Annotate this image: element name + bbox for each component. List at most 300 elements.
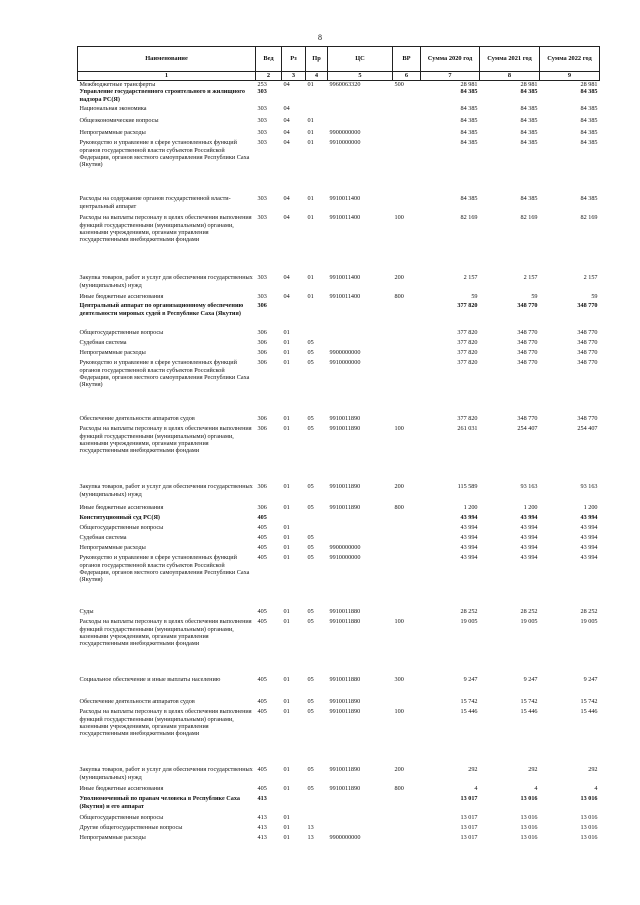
cell-sum-2022: 4: [594, 785, 598, 793]
cell-sum-2021: 43 994: [520, 514, 538, 522]
cell-sum-2020: 84 385: [460, 129, 478, 137]
cell-rz: 01: [283, 504, 290, 512]
cell-sum-2021: 13 016: [520, 814, 538, 822]
cell-name: Руководство и управление в сфере установленных функций органов государственной власти субъектов Российской Федерации, органов местного самоуправления Республики Саха (Якутия): [79, 554, 250, 584]
header-ved: Вед: [256, 47, 282, 72]
cell-cs: 9910011400: [329, 195, 361, 203]
cell-sum-2020: 377 820: [457, 329, 478, 337]
table-row: [78, 618, 600, 676]
cell-sum-2021: 2 157: [523, 274, 538, 282]
cell-vr: [393, 608, 421, 618]
cell-vr: 500: [394, 80, 404, 88]
cell-cs: [328, 339, 393, 349]
cell-sum-2020: 4: [474, 785, 478, 793]
cell-vr: [393, 554, 421, 608]
cell-cs: 9900000000: [329, 129, 361, 137]
cell-vr: [393, 524, 421, 534]
cell-sum-2020: 13 017: [460, 834, 478, 842]
cell-vr: 100: [394, 618, 404, 626]
cell-vr: [393, 88, 421, 105]
cell-ved: 405: [257, 534, 267, 542]
cell-rz: [282, 302, 306, 329]
cell-name: Уполномоченный по правам человека в Республике Саха (Якутия) и его аппарат: [79, 795, 240, 810]
cell-name: Руководство и управление в сфере установленных функций органов государственной власти субъектов Российской Федерации, органов местного самоуправления Республики Саха (Якутия): [79, 139, 250, 169]
cell-sum-2022: 84 385: [580, 195, 598, 203]
cell-cs: 9900000000: [329, 349, 361, 357]
cell-cs: 9910000000: [329, 359, 361, 367]
cell-vr: [393, 814, 421, 824]
cell-sum-2022: 13 016: [580, 824, 598, 832]
cell-vr: [393, 514, 421, 524]
cell-rz: 01: [283, 544, 290, 552]
cell-ved: 306: [257, 504, 267, 512]
cell-sum-2022: 348 770: [577, 339, 598, 347]
cell-name: Непрограммные расходы: [79, 129, 146, 137]
cell-vr: [393, 349, 421, 359]
cell-pr: 05: [307, 504, 314, 512]
cell-ved: 303: [257, 293, 267, 301]
cell-ved: 306: [257, 359, 267, 367]
cell-name: Закупка товаров, работ и услуг для обеспечения государственных (муниципальных) нужд: [79, 766, 253, 781]
header-index-8: 8: [480, 72, 540, 81]
cell-sum-2022: 93 163: [580, 483, 598, 491]
cell-rz: 01: [283, 534, 290, 542]
cell-sum-2021: 348 770: [517, 415, 538, 423]
cell-pr: 05: [307, 708, 314, 716]
table-row: [78, 814, 600, 824]
table-row: [78, 766, 600, 785]
cell-ved: 306: [257, 483, 267, 491]
cell-sum-2022: 15 742: [580, 698, 598, 706]
cell-sum-2021: 84 385: [520, 117, 538, 125]
cell-sum-2021: 28 981: [520, 80, 538, 88]
cell-vr: [393, 302, 421, 329]
cell-sum-2022: 348 770: [577, 302, 598, 310]
cell-pr: 01: [307, 195, 314, 203]
cell-pr: [306, 88, 328, 105]
cell-rz: 01: [283, 785, 290, 793]
cell-sum-2021: 13 016: [520, 795, 538, 803]
cell-rz: 04: [283, 214, 290, 222]
table-row: [78, 195, 600, 214]
cell-rz: 01: [283, 676, 290, 684]
cell-pr: 01: [307, 117, 314, 125]
cell-sum-2021: 15 446: [520, 708, 538, 716]
cell-rz: 01: [283, 425, 290, 433]
cell-rz: 01: [283, 329, 290, 337]
cell-sum-2020: 377 820: [457, 349, 478, 357]
table-row: [78, 359, 600, 415]
cell-sum-2021: 19 005: [520, 618, 538, 626]
cell-rz: 04: [283, 117, 290, 125]
cell-pr: 05: [307, 534, 314, 542]
cell-sum-2020: 13 017: [460, 824, 478, 832]
cell-sum-2021: 348 770: [517, 329, 538, 337]
cell-vr: 100: [394, 708, 404, 716]
cell-vr: [393, 329, 421, 339]
cell-cs: 9960063320: [329, 80, 361, 88]
cell-sum-2020: 15 742: [460, 698, 478, 706]
table-row: [78, 483, 600, 504]
cell-name: Управление государственного строительного и жилищного надзора РС(Я): [79, 88, 245, 103]
cell-cs: 9910011890: [329, 504, 361, 512]
cell-sum-2021: 292: [528, 766, 538, 774]
cell-pr: 05: [307, 618, 314, 626]
cell-sum-2022: 43 994: [580, 544, 598, 552]
cell-rz: [282, 795, 306, 814]
cell-sum-2020: 377 820: [457, 302, 478, 310]
header-index-6: 6: [393, 72, 421, 81]
cell-rz: 01: [283, 618, 290, 626]
cell-sum-2022: 43 994: [580, 554, 598, 562]
cell-cs: 9910000000: [329, 554, 361, 562]
table-row: [78, 608, 600, 618]
cell-sum-2021: 43 994: [520, 524, 538, 532]
cell-sum-2020: 84 385: [460, 88, 478, 96]
cell-rz: 04: [283, 129, 290, 137]
cell-rz: 01: [283, 524, 290, 532]
cell-name: Межбюджетные трансферты: [79, 80, 156, 88]
cell-name: Обеспечение деятельности аппаратов судов: [79, 415, 195, 423]
cell-sum-2020: 43 994: [460, 544, 478, 552]
cell-pr: [306, 105, 328, 117]
cell-cs: 9910011890: [329, 766, 361, 774]
cell-sum-2022: 43 994: [580, 534, 598, 542]
cell-sum-2021: 93 163: [520, 483, 538, 491]
cell-sum-2021: 43 994: [520, 544, 538, 552]
cell-pr: 01: [307, 129, 314, 137]
cell-cs: [328, 302, 393, 329]
cell-sum-2021: 348 770: [517, 359, 538, 367]
cell-pr: 05: [307, 785, 314, 793]
cell-rz: 01: [283, 359, 290, 367]
cell-rz: 01: [283, 554, 290, 562]
cell-ved: 405: [257, 785, 267, 793]
cell-ved: 303: [257, 214, 267, 222]
cell-rz: 04: [283, 139, 290, 147]
cell-name: Расходы на выплаты персоналу в целях обеспечения выполнения функций государственными (муниципальными) органами, казенными учреждениями, органами управления государственными внебюджетными фондами: [79, 214, 252, 244]
cell-sum-2021: 28 252: [520, 608, 538, 616]
cell-vr: [393, 795, 421, 814]
table-row: [78, 88, 600, 105]
cell-rz: 04: [283, 195, 290, 203]
cell-sum-2022: 43 994: [580, 514, 598, 522]
cell-name: Непрограммные расходы: [79, 349, 146, 357]
cell-pr: 05: [307, 483, 314, 491]
cell-cs: 9910011890: [329, 708, 361, 716]
cell-ved: 306: [257, 349, 267, 357]
cell-sum-2021: 43 994: [520, 534, 538, 542]
cell-rz: 01: [283, 824, 290, 832]
cell-sum-2022: 28 252: [580, 608, 598, 616]
cell-pr: [306, 524, 328, 534]
cell-cs: 9900000000: [329, 834, 361, 842]
cell-name: Обеспечение деятельности аппаратов судов: [79, 698, 195, 706]
cell-sum-2022: 13 016: [580, 795, 598, 803]
cell-cs: 9910011890: [329, 785, 361, 793]
header-vr: ВР: [393, 47, 421, 72]
table-row: [78, 117, 600, 129]
table-row: [78, 349, 600, 359]
cell-rz: 01: [283, 834, 290, 842]
cell-ved: 303: [257, 117, 267, 125]
cell-sum-2021: 9 247: [523, 676, 538, 684]
cell-sum-2022: 13 016: [580, 814, 598, 822]
table-row: [78, 504, 600, 514]
cell-cs: [328, 534, 393, 544]
table-row: [78, 129, 600, 139]
table-row: [78, 415, 600, 425]
cell-sum-2022: 84 385: [580, 129, 598, 137]
cell-cs: 9910011880: [329, 676, 361, 684]
cell-ved: 405: [257, 524, 267, 532]
cell-cs: 9910011880: [329, 608, 361, 616]
cell-sum-2020: 13 017: [460, 814, 478, 822]
cell-pr: 05: [307, 349, 314, 357]
cell-sum-2020: 13 017: [460, 795, 478, 803]
cell-pr: 05: [307, 544, 314, 552]
cell-vr: 100: [394, 214, 404, 222]
page-number: 8: [318, 33, 322, 42]
cell-sum-2022: 43 994: [580, 524, 598, 532]
cell-name: Национальная экономика: [79, 105, 147, 113]
cell-cs: 9910011400: [329, 293, 361, 301]
cell-vr: [393, 544, 421, 554]
table-row: [78, 834, 600, 844]
cell-cs: [328, 88, 393, 105]
header-sum-2021: Сумма 2021 год: [480, 47, 540, 72]
cell-sum-2020: 28 252: [460, 608, 478, 616]
cell-vr: 800: [394, 785, 404, 793]
cell-sum-2022: 2 157: [583, 274, 598, 282]
cell-rz: 04: [283, 80, 290, 88]
cell-cs: [328, 105, 393, 117]
cell-vr: [393, 534, 421, 544]
cell-vr: [393, 195, 421, 214]
table-row: [78, 524, 600, 534]
cell-vr: [393, 698, 421, 708]
cell-sum-2020: 2 157: [463, 274, 478, 282]
cell-rz: [282, 514, 306, 524]
cell-pr: 05: [307, 766, 314, 774]
cell-sum-2020: 43 994: [460, 524, 478, 532]
cell-ved: 306: [257, 329, 267, 337]
cell-name: Общеэкономические вопросы: [79, 117, 159, 125]
table-row: [78, 80, 600, 88]
cell-sum-2021: 84 385: [520, 139, 538, 147]
cell-sum-2020: 82 169: [460, 214, 478, 222]
cell-pr: [306, 814, 328, 824]
cell-ved: 405: [257, 698, 267, 706]
cell-name: Общегосударственные вопросы: [79, 524, 164, 532]
cell-rz: 04: [283, 274, 290, 282]
cell-vr: 200: [394, 274, 404, 282]
table-row: [78, 544, 600, 554]
cell-cs: [328, 524, 393, 534]
cell-rz: 01: [283, 708, 290, 716]
cell-cs: 9910011890: [329, 425, 361, 433]
cell-name: Суды: [79, 608, 94, 616]
header-pr: Пр: [306, 47, 328, 72]
cell-ved: 405: [257, 766, 267, 774]
cell-rz: 01: [283, 814, 290, 822]
cell-sum-2021: 1 200: [523, 504, 538, 512]
cell-pr: [306, 302, 328, 329]
cell-name: Иные бюджетные ассигнования: [79, 785, 164, 793]
cell-sum-2020: 28 981: [460, 80, 478, 88]
cell-sum-2020: 19 005: [460, 618, 478, 626]
cell-sum-2020: 377 820: [457, 339, 478, 347]
table-header: [78, 47, 600, 81]
cell-ved: 303: [257, 105, 267, 113]
cell-ved: 413: [257, 824, 267, 832]
cell-vr: [393, 824, 421, 834]
cell-sum-2021: 15 742: [520, 698, 538, 706]
cell-ved: 405: [257, 676, 267, 684]
cell-cs: 9910011890: [329, 483, 361, 491]
cell-sum-2022: 59: [591, 293, 598, 301]
cell-cs: 9910011890: [329, 415, 361, 423]
cell-pr: 05: [307, 359, 314, 367]
cell-pr: 01: [307, 274, 314, 282]
header-index-7: 7: [421, 72, 480, 81]
cell-sum-2021: 84 385: [520, 129, 538, 137]
cell-sum-2022: 348 770: [577, 359, 598, 367]
cell-sum-2020: 292: [468, 766, 478, 774]
cell-sum-2022: 254 407: [577, 425, 598, 433]
cell-rz: 01: [283, 698, 290, 706]
cell-sum-2022: 84 385: [580, 88, 598, 96]
table-body: [78, 80, 600, 844]
cell-ved: 303: [257, 88, 267, 96]
cell-sum-2022: 19 005: [580, 618, 598, 626]
cell-sum-2020: 84 385: [460, 139, 478, 147]
cell-ved: 405: [257, 618, 267, 626]
cell-sum-2020: 43 994: [460, 554, 478, 562]
cell-name: Иные бюджетные ассигнования: [79, 504, 164, 512]
header-rz: Рз: [282, 47, 306, 72]
cell-pr: 05: [307, 554, 314, 562]
cell-sum-2021: 84 385: [520, 105, 538, 113]
cell-ved: 306: [257, 415, 267, 423]
cell-sum-2022: 9 247: [583, 676, 598, 684]
cell-rz: 04: [283, 105, 290, 113]
cell-vr: [393, 129, 421, 139]
cell-cs: [328, 514, 393, 524]
cell-ved: 405: [257, 514, 267, 522]
cell-ved: 303: [257, 195, 267, 203]
cell-sum-2020: 1 200: [463, 504, 478, 512]
cell-cs: 9910011890: [329, 698, 361, 706]
cell-sum-2022: 292: [588, 766, 598, 774]
cell-cs: 9910011400: [329, 214, 361, 222]
cell-name: Закупка товаров, работ и услуг для обеспечения государственных (муниципальных) нужд: [79, 274, 253, 289]
cell-sum-2021: 348 770: [517, 302, 538, 310]
cell-ved: 405: [257, 608, 267, 616]
header-index-2: 2: [256, 72, 282, 81]
cell-name: Закупка товаров, работ и услуг для обеспечения государственных (муниципальных) нужд: [79, 483, 253, 498]
table-row: [78, 708, 600, 766]
cell-vr: 100: [394, 425, 404, 433]
cell-cs: 9910000000: [329, 139, 361, 147]
cell-pr: [306, 795, 328, 814]
cell-rz: 01: [283, 608, 290, 616]
cell-vr: [393, 139, 421, 195]
cell-pr: 05: [307, 425, 314, 433]
cell-name: Общегосударственные вопросы: [79, 814, 164, 822]
cell-ved: 306: [257, 425, 267, 433]
cell-ved: 306: [257, 302, 267, 310]
cell-sum-2021: 84 385: [520, 88, 538, 96]
table-row: [78, 339, 600, 349]
header-index-5: 5: [328, 72, 393, 81]
table-row: [78, 329, 600, 339]
header-name: Наименование: [78, 47, 256, 72]
header-index-1: 1: [78, 72, 256, 81]
cell-pr: 01: [307, 214, 314, 222]
cell-sum-2022: 28 981: [580, 80, 598, 88]
cell-name: Социальное обеспечение и иные выплаты населению: [79, 676, 221, 684]
table-row: [78, 534, 600, 544]
cell-ved: 303: [257, 274, 267, 282]
cell-pr: 01: [307, 80, 314, 88]
cell-sum-2020: 84 385: [460, 195, 478, 203]
cell-vr: [393, 415, 421, 425]
cell-ved: 306: [257, 339, 267, 347]
table-row: [78, 785, 600, 795]
cell-sum-2021: 13 016: [520, 824, 538, 832]
header-index-3: 3: [282, 72, 306, 81]
table-row: [78, 514, 600, 524]
cell-ved: 303: [257, 129, 267, 137]
budget-table: [77, 46, 600, 844]
cell-sum-2021: 348 770: [517, 339, 538, 347]
cell-pr: 01: [307, 293, 314, 301]
cell-sum-2022: 84 385: [580, 105, 598, 113]
cell-sum-2020: 84 385: [460, 105, 478, 113]
table-row: [78, 105, 600, 117]
table-row: [78, 554, 600, 608]
cell-sum-2022: 84 385: [580, 117, 598, 125]
cell-sum-2020: 9 247: [463, 676, 478, 684]
cell-cs: 9900000000: [329, 544, 361, 552]
table-row: [78, 425, 600, 483]
table-row: [78, 795, 600, 814]
cell-sum-2020: 377 820: [457, 359, 478, 367]
cell-cs: [328, 329, 393, 339]
cell-ved: 413: [257, 834, 267, 842]
cell-cs: 9910011400: [329, 274, 361, 282]
cell-sum-2021: 4: [534, 785, 538, 793]
cell-sum-2020: 377 820: [457, 415, 478, 423]
table-row: [78, 676, 600, 698]
cell-pr: 13: [307, 824, 314, 832]
cell-ved: 405: [257, 544, 267, 552]
cell-ved: 405: [257, 708, 267, 716]
cell-sum-2020: 261 031: [457, 425, 478, 433]
cell-vr: [393, 359, 421, 415]
cell-vr: 300: [394, 676, 404, 684]
cell-sum-2021: 13 016: [520, 834, 538, 842]
header-cs: ЦС: [328, 47, 393, 72]
header-index-4: 4: [306, 72, 328, 81]
table-row: [78, 302, 600, 329]
cell-pr: 05: [307, 339, 314, 347]
cell-vr: [393, 105, 421, 117]
cell-sum-2022: 15 446: [580, 708, 598, 716]
cell-rz: 01: [283, 483, 290, 491]
table-row: [78, 824, 600, 834]
